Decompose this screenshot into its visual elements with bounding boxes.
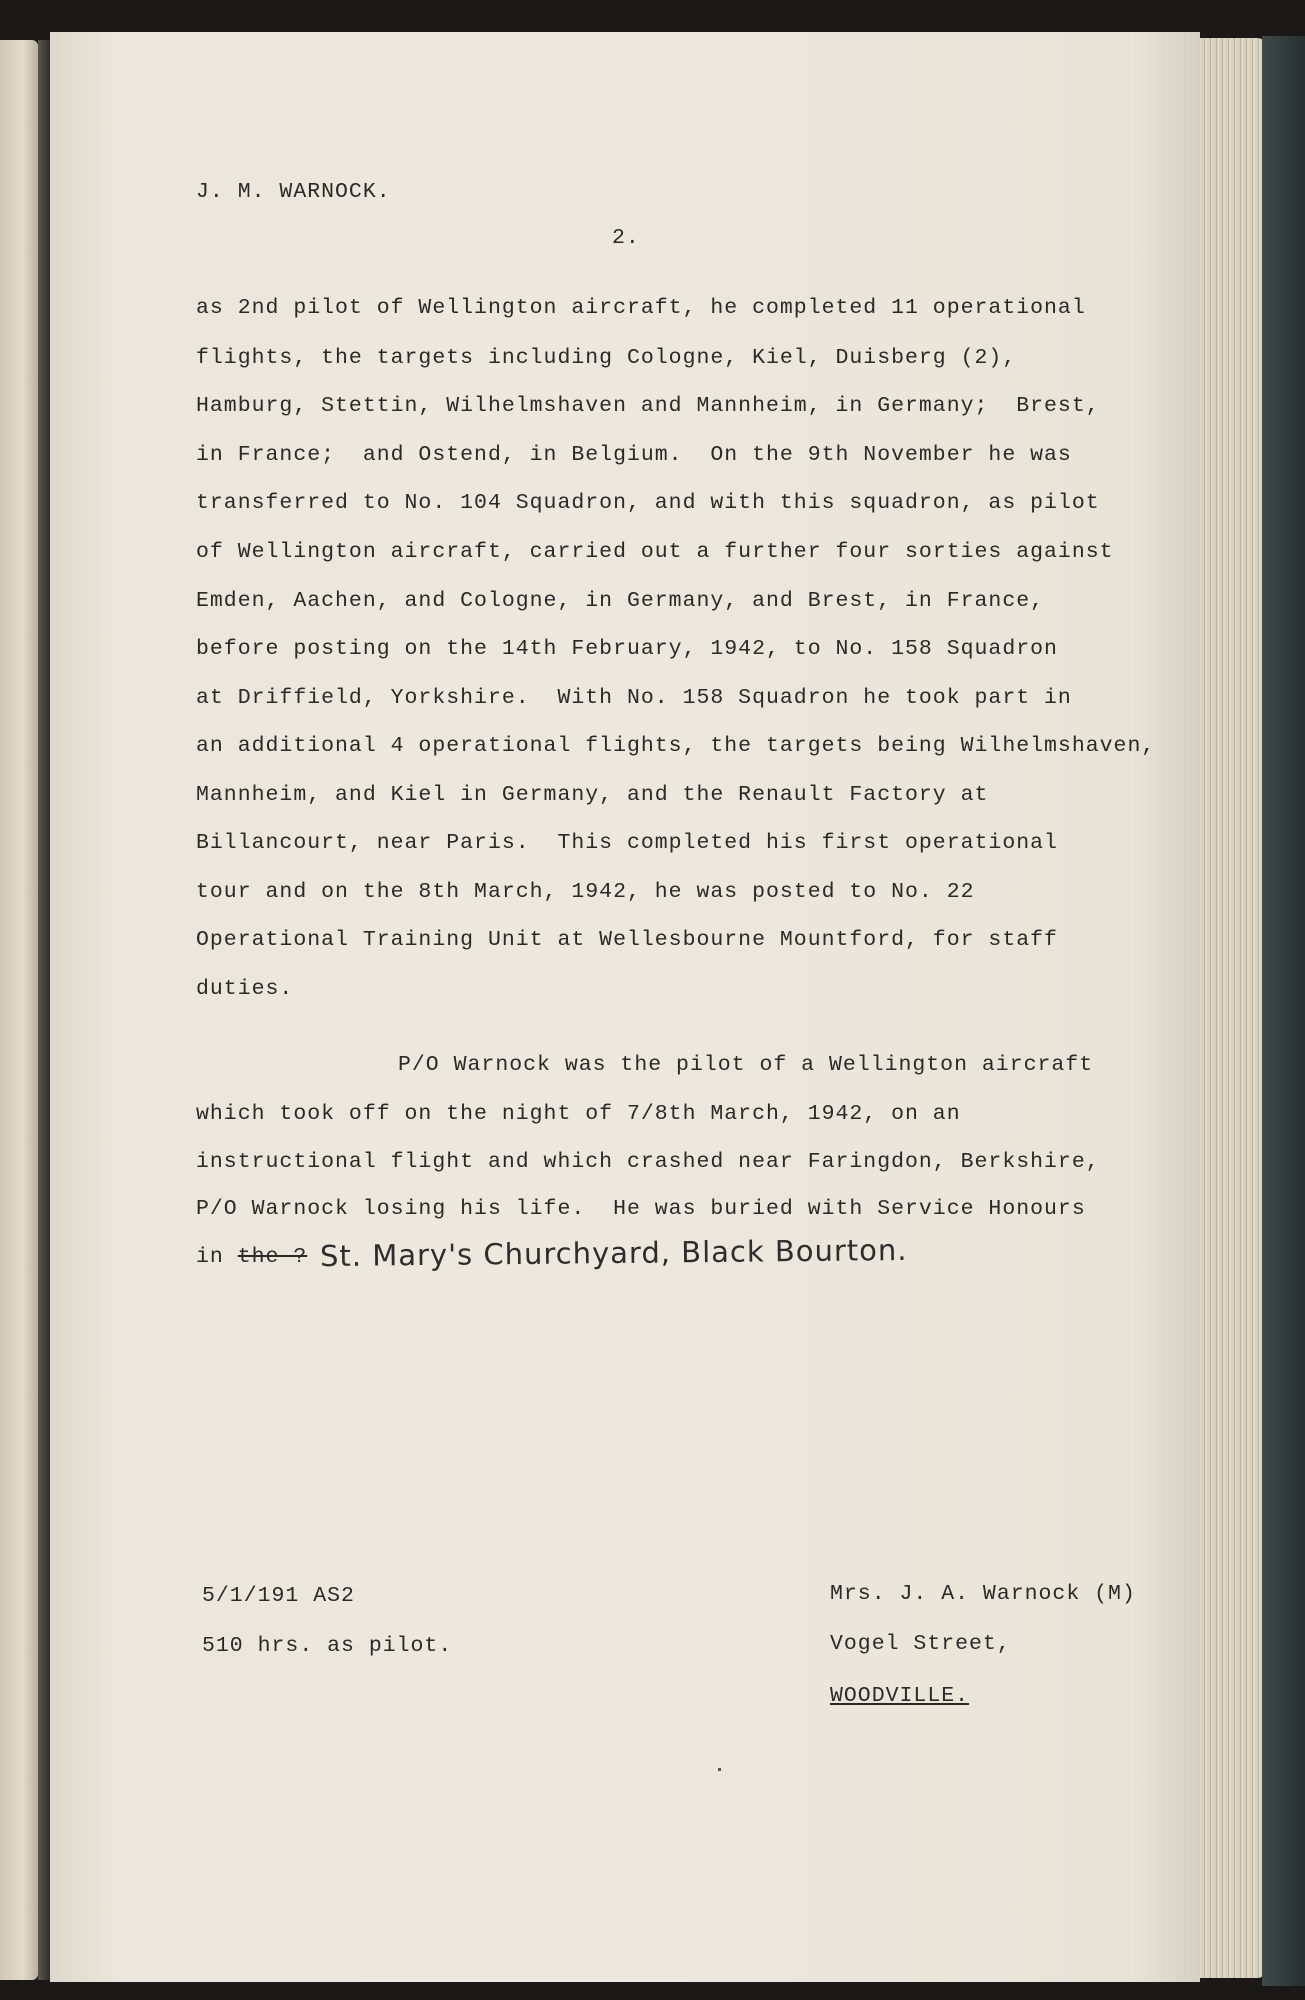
paragraph-line: Operational Training Unit at Wellesbourne Mountford, for staff	[196, 928, 1058, 952]
paragraph-line: duties.	[196, 977, 294, 1001]
paragraph-line: P/O Warnock was the pilot of a Wellington aircraft	[398, 1053, 1094, 1077]
paragraph-line: before posting on the 14th February, 1942, to No. 158 Squadron	[196, 637, 1058, 661]
paragraph-line: as 2nd pilot of Wellington aircraft, he completed 11 operational	[196, 296, 1086, 320]
address-town: WOODVILLE.	[830, 1684, 970, 1708]
paragraph-line: instructional flight and which crashed near Faringdon, Berkshire,	[196, 1150, 1100, 1174]
paragraph-line: transferred to No. 104 Squadron, and with this squadron, as pilot	[196, 491, 1100, 515]
flying-hours: 510 hrs. as pilot.	[202, 1634, 453, 1658]
page-stack-edge	[1195, 38, 1267, 1978]
paragraph-line: P/O Warnock losing his life. He was buried with Service Honours	[196, 1197, 1086, 1221]
handwritten-annotation: St. Mary's Churchyard, Black Bourton.	[319, 1232, 908, 1274]
address-street: Vogel Street,	[830, 1632, 1011, 1656]
paragraph-line: at Driffield, Yorkshire. With No. 158 Squadron he took part in	[196, 686, 1072, 710]
page-number: 2.	[612, 226, 640, 250]
paragraph-line: Emden, Aachen, and Cologne, in Germany, and Brest, in France,	[196, 589, 1045, 613]
left-page-edge	[0, 40, 38, 1980]
paragraph-line: of Wellington aircraft, carried out a further four sorties against	[196, 540, 1114, 564]
ink-speck	[718, 1768, 721, 1771]
last-line	[196, 1245, 307, 1269]
header-name: J. M. WARNOCK.	[196, 180, 391, 204]
struck-text: the ?	[237, 1245, 308, 1269]
paragraph-line: which took off on the night of 7/8th March, 1942, on an	[196, 1102, 961, 1126]
paragraph-line: an additional 4 operational flights, the targets being Wilhelmshaven,	[196, 734, 1156, 758]
last-line-prefix: in	[196, 1245, 238, 1269]
paragraph-line: Mannheim, and Kiel in Germany, and the Renault Factory at	[196, 783, 989, 807]
paragraph-line: tour and on the 8th March, 1942, he was posted to No. 22	[196, 880, 975, 904]
book-cover	[1262, 36, 1305, 1986]
document-page	[50, 32, 1200, 1982]
paragraph-line: in France; and Ostend, in Belgium. On the 9th November he was	[196, 443, 1072, 467]
reference-number: 5/1/191 AS2	[202, 1584, 355, 1608]
paragraph-line: flights, the targets including Cologne, Kiel, Duisberg (2),	[196, 346, 1017, 370]
paragraph-line: Hamburg, Stettin, Wilhelmshaven and Mannheim, in Germany; Brest,	[196, 394, 1100, 418]
next-of-kin-name: Mrs. J. A. Warnock (M)	[830, 1582, 1136, 1606]
paragraph-line: Billancourt, near Paris. This completed his first operational	[196, 831, 1058, 855]
